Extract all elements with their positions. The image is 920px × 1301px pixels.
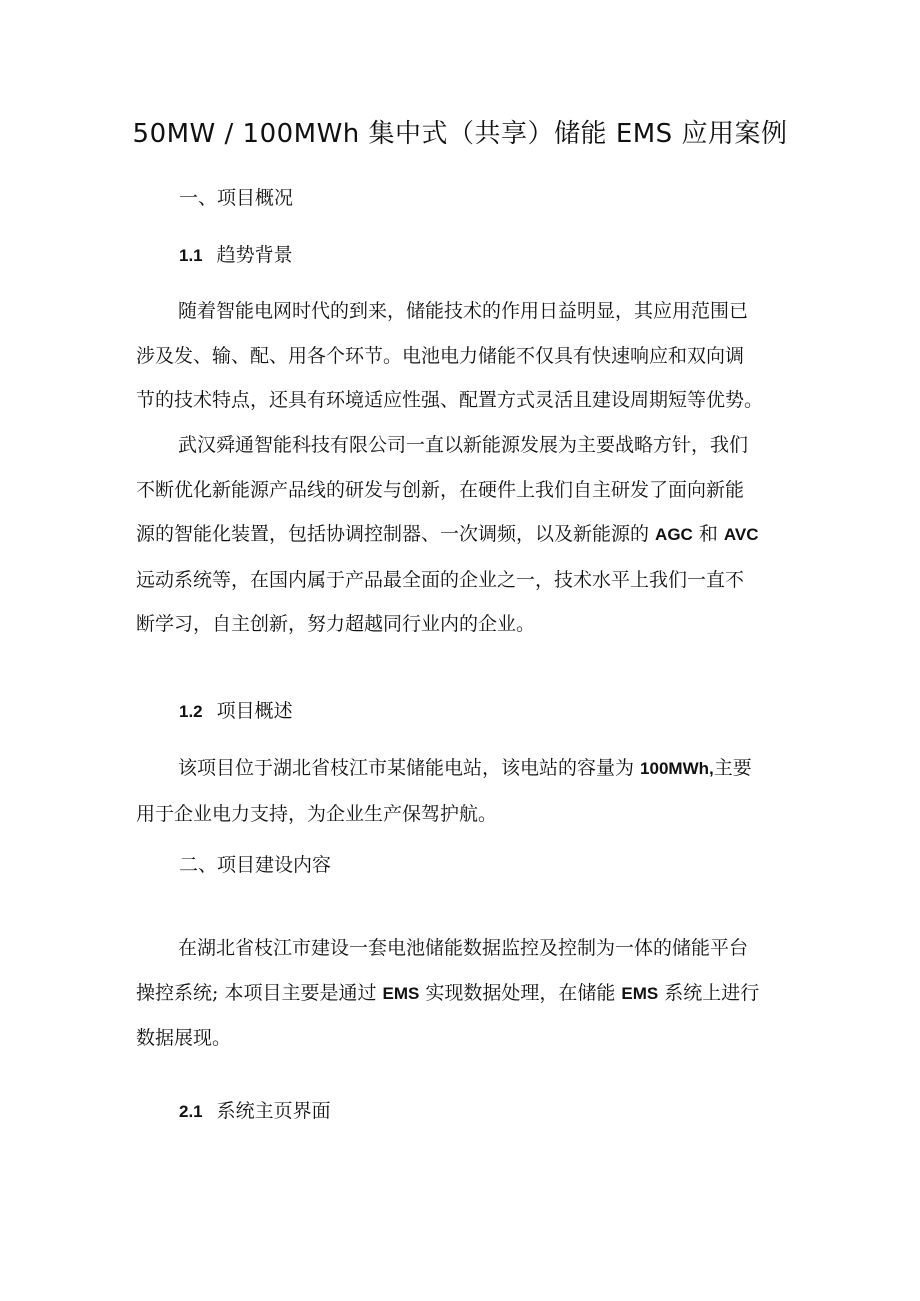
ems-term: EMS: [621, 983, 659, 1003]
paragraph-line: 不断优化新能源产品线的研发与创新，在硬件上我们自主研发了面向新能: [136, 478, 745, 501]
text-run: 源的智能化装置，包括协调控制器、一次调频，以及新能源的: [136, 523, 656, 545]
section-2-heading-text: 二、项目建设内容: [179, 854, 332, 876]
capacity-value: 100MWh,: [640, 759, 714, 778]
document-title: 50MW / 100MWh 集中式（共享）储能 EMS 应用案例: [132, 119, 788, 149]
text-run: 实现数据处理，在储能: [419, 981, 622, 1004]
project-overview-paragraph: [136, 746, 796, 836]
paragraph-line: [136, 971, 796, 1017]
agc-term: AGC: [655, 525, 693, 544]
paragraph-line: 数据展现。: [136, 1027, 232, 1049]
paragraph-line: 随着智能电网时代的到来，储能技术的作用日益明显，其应用范围已: [178, 300, 749, 322]
paragraph-line: [136, 512, 796, 558]
paragraph-line: 远动系统等，在国内属于产品最全面的企业之一，技术水平上我们一直不: [136, 568, 745, 591]
section-1-heading-text: 一、项目概况: [179, 187, 294, 209]
paragraph-line: 用于企业电力支持，为企业生产保驾护航。: [136, 802, 498, 825]
paragraph-line: 武汉舜通智能科技有限公司一直以新能源发展为主要战略方针，我们: [178, 434, 749, 456]
avc-term: AVC: [723, 525, 759, 544]
subsection-2-1-heading: [179, 1096, 331, 1127]
text-run: 主要: [713, 757, 752, 779]
trend-background-paragraph: [136, 289, 796, 423]
paragraph-line: 涉及发、输、配、用各个环节。电池电力储能不仅具有快速响应和双向调: [136, 344, 745, 367]
section-2-heading: [179, 850, 331, 880]
ems-term: EMS: [382, 983, 420, 1003]
subsection-title: 系统主页界面: [216, 1100, 331, 1122]
paragraph-line: 节的技术特点，还具有环境适应性强、配置方式灵活且建设周期短等优势。: [136, 389, 764, 411]
paragraph-line: 在湖北省枝江市建设一套电池储能数据监控及控制为一体的储能平台: [178, 937, 749, 959]
subsection-number: 1.1: [179, 246, 203, 265]
company-paragraph: [136, 423, 796, 647]
text-run: 系统上进行: [658, 981, 760, 1004]
section-1-heading: [179, 183, 293, 213]
text-run: 和: [692, 523, 724, 545]
construction-paragraph: [136, 926, 796, 1061]
subsection-title: 项目概述: [216, 700, 293, 722]
subsection-number: 2.1: [179, 1102, 203, 1121]
text-run: 该项目位于湖北省枝江市某储能电站，该电站的容量为: [178, 757, 641, 779]
paragraph-line: 断学习，自主创新，努力超越同行业内的企业。: [136, 613, 536, 635]
subsection-1-2-heading: [179, 696, 293, 727]
subsection-1-1-heading: [179, 240, 293, 271]
paragraph-line: [136, 746, 796, 792]
subsection-number: 1.2: [179, 702, 203, 721]
subsection-title: 趋势背景: [216, 244, 293, 266]
text-run: 操控系统; 本项目主要是通过: [136, 981, 383, 1004]
